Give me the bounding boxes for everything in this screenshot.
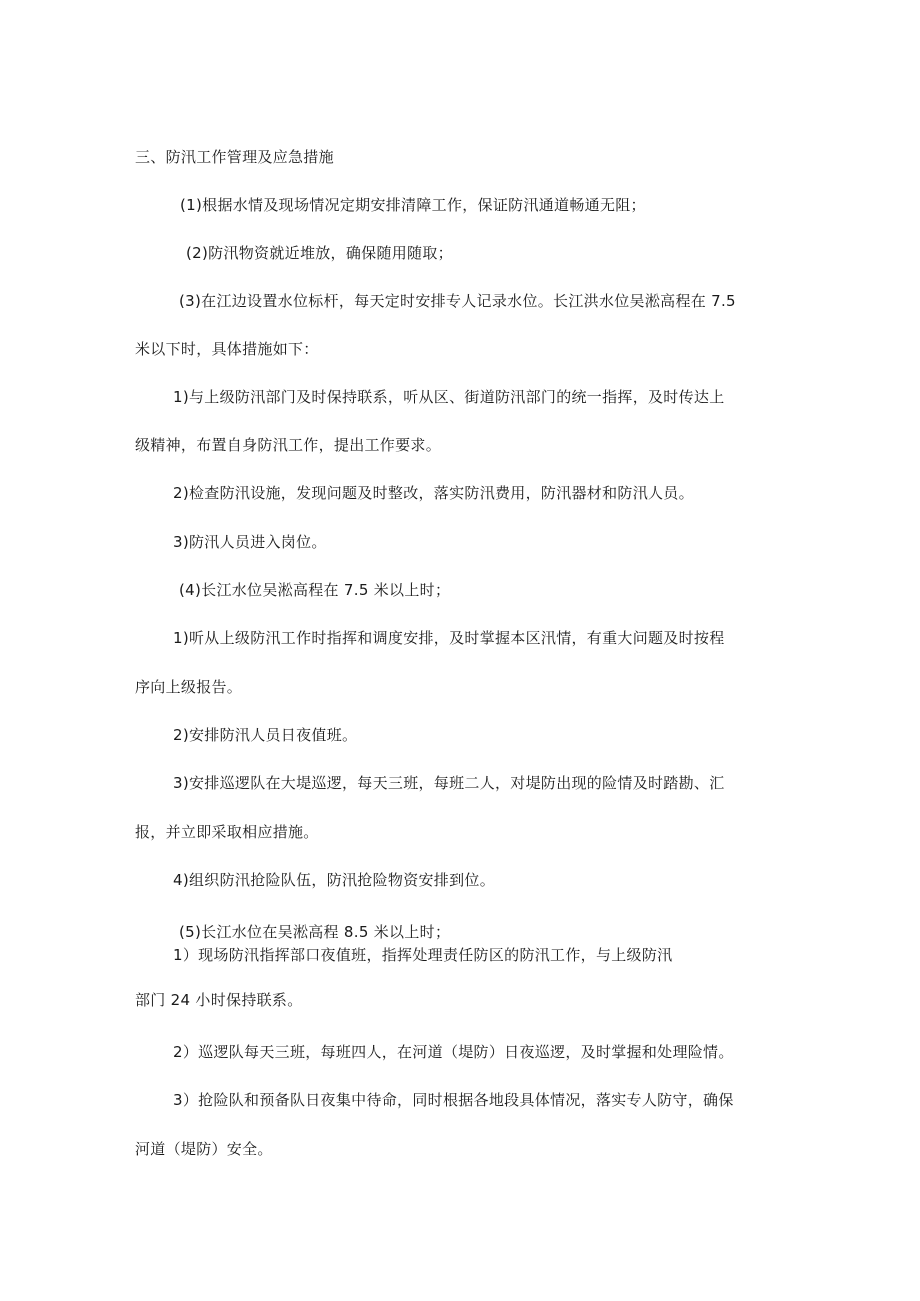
paragraph-line: (5)长江水位在吴淞高程 8.5 米以上时； <box>179 923 451 941</box>
paragraph-line: 1)听从上级防汛工作时指挥和调度安排，及时掌握本区汛情，有重大问题及时按程 <box>173 629 725 647</box>
paragraph-line: 2）巡逻队每天三班，每班四人，在河道（堤防）日夜巡逻，及时掌握和处理险情。 <box>173 1043 734 1061</box>
paragraph-line: 报，并立即采取相应措施。 <box>135 823 319 841</box>
paragraph-line: 4)组织防汛抢险队伍，防汛抢险物资安排到位。 <box>173 871 495 889</box>
paragraph-line: (2)防汛物资就近堆放，确保随用随取； <box>186 244 453 262</box>
paragraph-line: 2)安排防汛人员日夜值班。 <box>173 726 358 744</box>
paragraph-line: 米以下时，具体措施如下： <box>135 340 319 358</box>
paragraph-line: 2)检查防汛设施，发现问题及时整改，落实防汛费用，防汛器材和防汛人员。 <box>173 484 694 502</box>
section-heading: 三、防汛工作管理及应急措施 <box>135 148 334 166</box>
paragraph-line: 部门 24 小时保持联系。 <box>135 991 303 1009</box>
paragraph-line: 1)与上级防汛部门及时保持联系，听从区、街道防汛部门的统一指挥，及时传达上 <box>173 388 725 406</box>
paragraph-line: 1）现场防汛指挥部口夜值班，指挥处理责任防区的防汛工作，与上级防汛 <box>173 946 673 964</box>
paragraph-line: (3)在江边设置水位标杆，每天定时安排专人记录水位。长江洪水位吴淞高程在 7.5 <box>179 292 736 310</box>
paragraph-line: 3)安排巡逻队在大堤巡逻，每天三班，每班二人，对堤防出现的险情及时踏勘、汇 <box>173 774 725 792</box>
paragraph-line: 3)防汛人员进入岗位。 <box>173 533 327 551</box>
paragraph-line: 级精神，布置自身防汛工作，提出工作要求。 <box>135 436 442 454</box>
paragraph-line: 河道（堤防）安全。 <box>135 1140 273 1158</box>
paragraph-line: 3）抢险队和预备队日夜集中待命，同时根据各地段具体情况，落实专人防守，确保 <box>173 1091 734 1109</box>
paragraph-line: (4)长江水位吴淞高程在 7.5 米以上时； <box>179 581 451 599</box>
paragraph-line: 序向上级报告。 <box>135 678 243 696</box>
paragraph-line: (1)根据水情及现场情况定期安排清障工作，保证防汛通道畅通无阻； <box>180 196 646 214</box>
